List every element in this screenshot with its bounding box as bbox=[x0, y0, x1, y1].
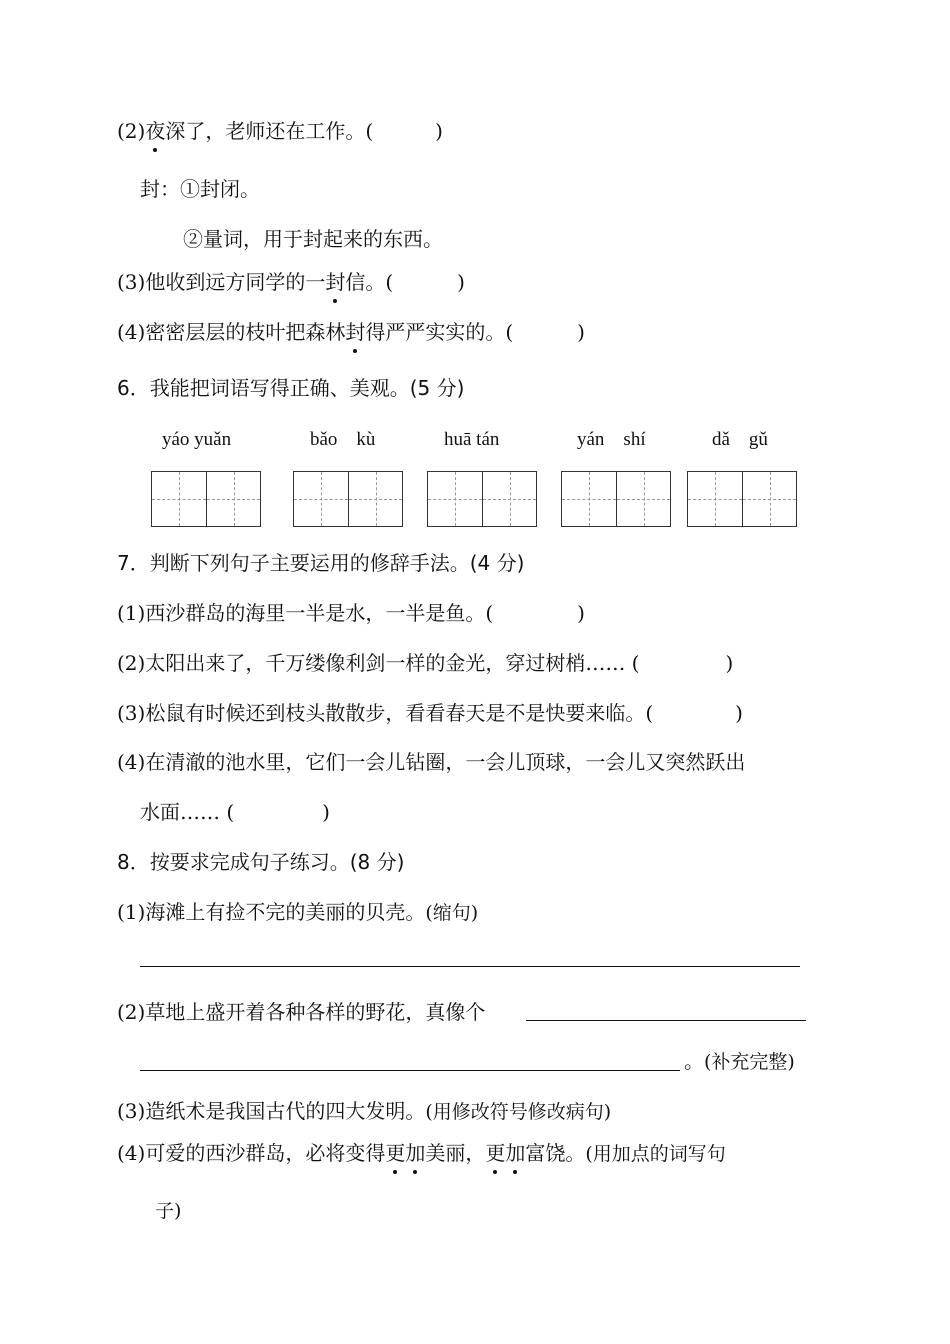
grid-cell[interactable] bbox=[348, 472, 402, 526]
answer-line-2b[interactable] bbox=[140, 1070, 680, 1071]
grid-cell[interactable] bbox=[294, 472, 348, 526]
answer-line-2a[interactable] bbox=[526, 1020, 806, 1021]
q7-sentence-3: (3)松鼠有时候还到枝头散散步，看看春天是不是快要来临。( ) bbox=[117, 701, 743, 725]
grid-cell[interactable] bbox=[688, 472, 742, 526]
dotted-char: 封 bbox=[345, 320, 366, 344]
dotted-char: 加 bbox=[505, 1141, 526, 1165]
pinyin-2: bǎo kù bbox=[310, 429, 376, 450]
q8-sentence-2-end: 。(补充完整) bbox=[684, 1049, 795, 1073]
pinyin-4: yán shí bbox=[577, 429, 646, 450]
q5-sentence-4: (4)密密层层的枝叶把森林封得严严实实的。( ) bbox=[117, 320, 585, 344]
q8-title: 8．按要求完成句子练习。(8 分) bbox=[117, 850, 405, 874]
grid-cell[interactable] bbox=[206, 472, 260, 526]
q7-title: 7．判断下列句子主要运用的修辞手法。(4 分) bbox=[117, 551, 525, 575]
writing-grid-4[interactable] bbox=[561, 471, 671, 527]
grid-cell[interactable] bbox=[482, 472, 536, 526]
grid-cell[interactable] bbox=[742, 472, 796, 526]
dotted-char: 封 bbox=[325, 270, 346, 294]
q7-sentence-2: (2)太阳出来了，千万缕像利剑一样的金光，穿过树梢…… ( ) bbox=[117, 651, 734, 675]
q5-sentence-2: (2)夜深了，老师还在工作。( ) bbox=[117, 119, 443, 143]
dotted-char: 加 bbox=[405, 1141, 426, 1165]
grid-cell[interactable] bbox=[152, 472, 206, 526]
pinyin-5: dǎ gǔ bbox=[712, 429, 768, 450]
feng-definition-2: ②量词，用于封起来的东西。 bbox=[183, 227, 443, 251]
pinyin-3: huā tán bbox=[444, 429, 500, 450]
pinyin-1: yáo yuǎn bbox=[162, 429, 232, 450]
grid-cell[interactable] bbox=[562, 472, 616, 526]
answer-line-1[interactable] bbox=[140, 966, 800, 967]
q8-sentence-4: (4)可爱的西沙群岛，必将变得更加美丽，更加富饶。(用加点的词写句 bbox=[117, 1141, 726, 1165]
dotted-char: 更 bbox=[385, 1141, 406, 1165]
q7-sentence-4-cont: 水面…… ( ) bbox=[140, 800, 330, 824]
q6-title: 6．我能把词语写得正确、美观。(5 分) bbox=[117, 376, 465, 400]
grid-cell[interactable] bbox=[428, 472, 482, 526]
dotted-char: 更 bbox=[485, 1141, 506, 1165]
dotted-char: 夜 bbox=[145, 119, 166, 143]
grid-cell[interactable] bbox=[616, 472, 670, 526]
q8-sentence-2: (2)草地上盛开着各种各样的野花，真像个 bbox=[117, 1000, 486, 1024]
writing-grid-3[interactable] bbox=[427, 471, 537, 527]
writing-grid-1[interactable] bbox=[151, 471, 261, 527]
q7-sentence-4: (4)在清澈的池水里，它们一会儿钻圈，一会儿顶球，一会儿又突然跃出 bbox=[117, 750, 746, 774]
q5-sentence-3: (3)他收到远方同学的一封信。( ) bbox=[117, 270, 465, 294]
q8-sentence-3: (3)造纸术是我国古代的四大发明。(用修改符号修改病句) bbox=[117, 1099, 612, 1123]
q8-sentence-1: (1)海滩上有捡不完的美丽的贝壳。(缩句) bbox=[117, 900, 479, 924]
writing-grid-2[interactable] bbox=[293, 471, 403, 527]
q7-sentence-1: (1)西沙群岛的海里一半是水，一半是鱼。( ) bbox=[117, 601, 585, 625]
q8-sentence-4-cont: 子) bbox=[155, 1200, 182, 1222]
feng-definition-1: 封：①封闭。 bbox=[140, 177, 260, 201]
writing-grid-5[interactable] bbox=[687, 471, 797, 527]
